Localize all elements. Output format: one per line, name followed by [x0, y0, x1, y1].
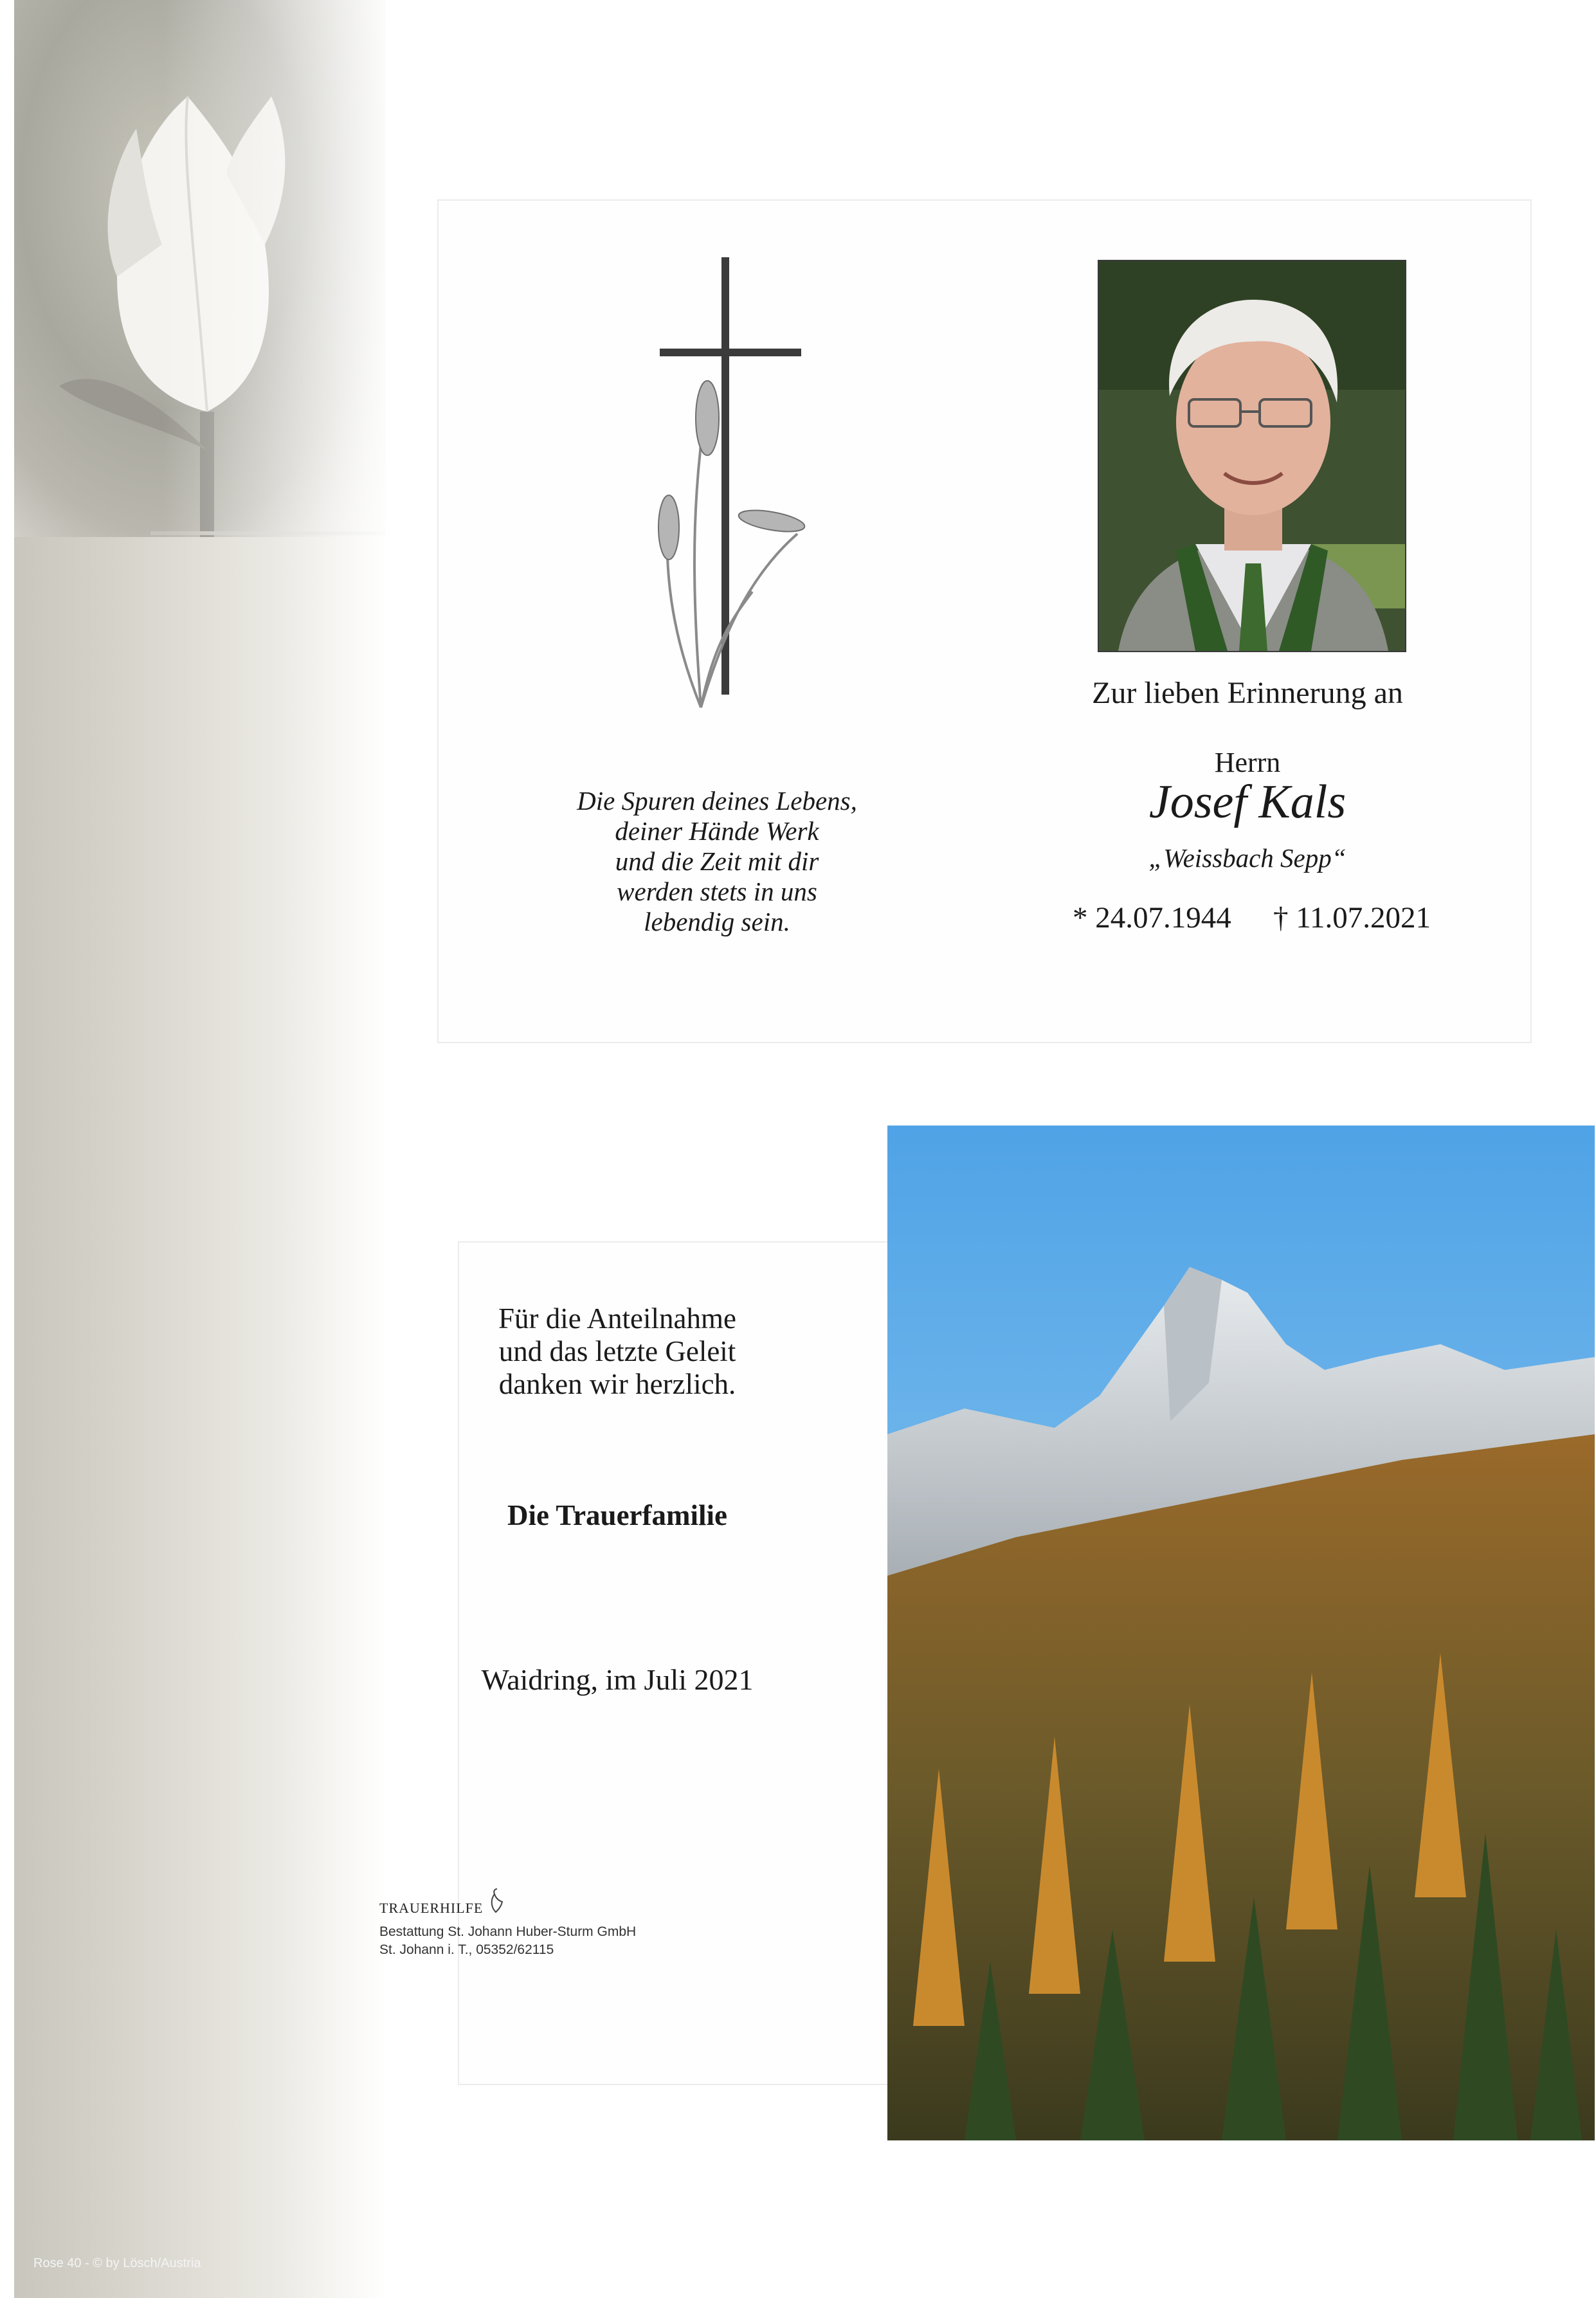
verse-line: und die Zeit mit dir — [615, 846, 819, 876]
rose-fade-overlay — [14, 0, 386, 537]
thank-you-text — [489, 1302, 746, 1401]
verse-line: Die Spuren deines Lebens, — [577, 786, 857, 816]
verse-line: deiner Hände Werk — [615, 816, 819, 846]
verse-line: werden stets in uns — [617, 877, 817, 906]
place-date: Waidring, im Juli 2021 — [481, 1663, 754, 1696]
deceased-portrait — [1098, 260, 1406, 652]
remembrance-intro: Zur lieben Erinnerung an — [1092, 676, 1403, 710]
thank-you-line: und das letzte Geleit — [498, 1335, 736, 1367]
verse-line: lebendig sein. — [644, 907, 790, 936]
mountain-landscape-photo — [887, 1126, 1595, 2140]
copyright-notice: Rose 40 - © by Lösch/Austria — [33, 2256, 201, 2270]
death-date: † 11.07.2021 — [1273, 901, 1431, 935]
dove-icon — [488, 1888, 505, 1917]
memorial-verse — [514, 786, 920, 937]
funeral-home-name: Bestattung St. Johann Huber-Sturm GmbH — [379, 1924, 637, 1939]
funeral-home-address: St. Johann i. T., 05352/62115 — [379, 1942, 554, 1957]
thank-you-line: danken wir herzlich. — [498, 1368, 736, 1400]
deceased-name: Josef Kals — [1148, 776, 1347, 828]
family-signature: Die Trauerfamilie — [507, 1499, 727, 1531]
birth-date: * 24.07.1944 — [1073, 901, 1231, 935]
funeral-home-info — [379, 1888, 636, 1959]
salutation: Herrn — [1214, 747, 1281, 778]
thank-you-line: Für die Anteilnahme — [498, 1302, 736, 1335]
deceased-nickname: „Weissbach Sepp“ — [1148, 843, 1347, 873]
funeral-home-logo-text: TRAUERHILFE — [379, 1900, 484, 1916]
cross-with-wheat-icon — [617, 257, 823, 733]
